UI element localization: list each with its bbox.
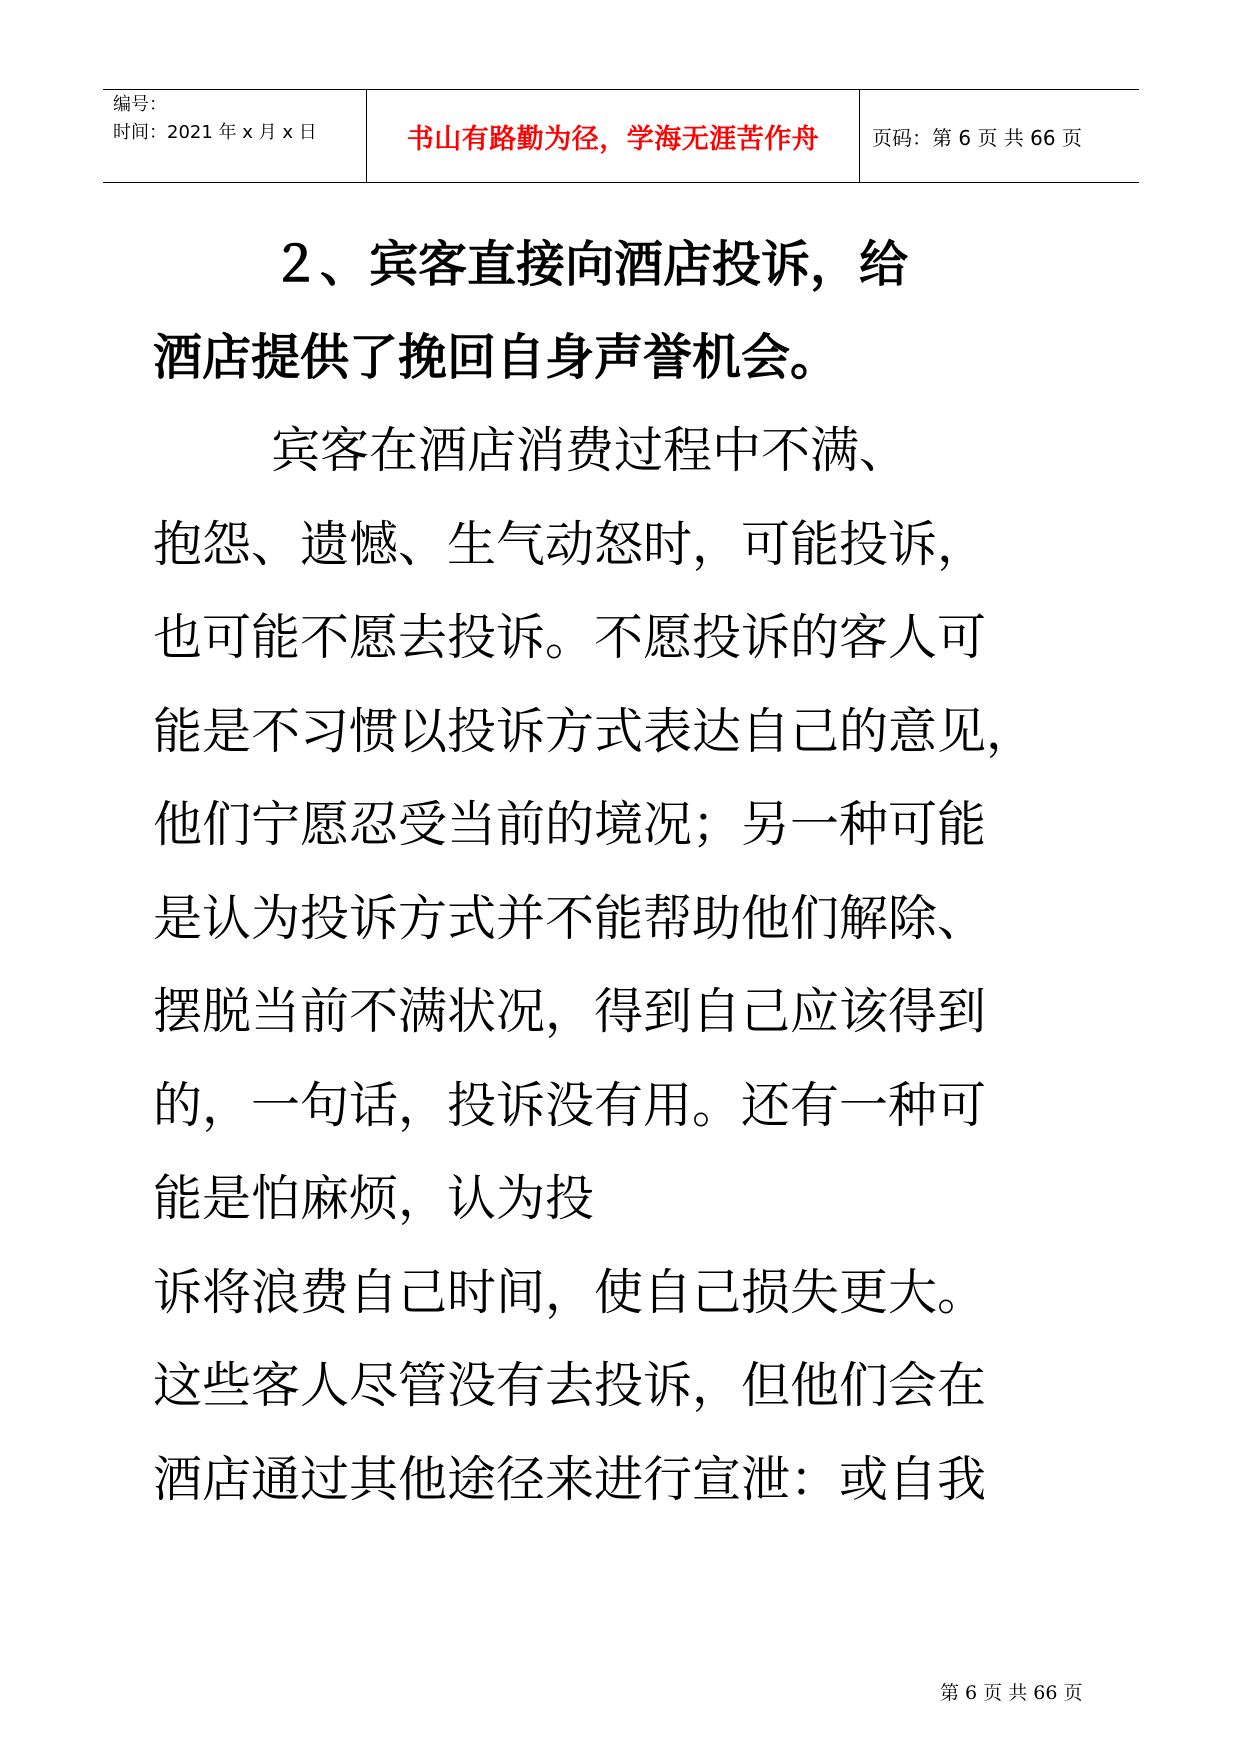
paragraph-line: 他们宁愿忍受当前的境况；另一种可能 <box>153 796 987 853</box>
document-number-label: 编号： <box>113 94 167 115</box>
header-page-cell <box>860 90 1139 182</box>
paragraph-line: 能是不习惯以投诉方式表达自己的意见， <box>153 702 1036 760</box>
page-footer-number: 第 6 页 共 66 页 <box>940 1682 1083 1704</box>
paragraph-line: 这些客人尽管没有去投诉，但他们会在 <box>153 1357 987 1414</box>
paragraph-line: 宾客在酒店消费过程中不满、 <box>271 422 909 479</box>
paragraph-line: 的，一句话，投诉没有用。还有一种可 <box>153 1076 987 1134</box>
paragraph-line: 抱怨、遗憾、生气动怒时，可能投诉， <box>153 515 987 573</box>
paragraph-line: 也可能不愿去投诉。不愿投诉的客人可 <box>153 609 987 666</box>
section-heading-line-1: ２、宾客直接向酒店投诉，给 <box>271 236 909 293</box>
header-meta-cell <box>103 90 367 182</box>
section-heading-line-2: 酒店提供了挽回自身声誉机会。 <box>153 329 840 386</box>
document-body <box>153 218 1113 1526</box>
paragraph-line: 是认为投诉方式并不能帮助他们解除、 <box>153 889 987 947</box>
paragraph-line: 能是怕麻烦，认为投 <box>153 1170 595 1227</box>
document-time-label: 时间：2021 年 x 月 x 日 <box>113 122 317 143</box>
header-motto-cell <box>367 90 860 182</box>
header-page-code: 页码：第 6 页 共 66 页 <box>872 125 1082 150</box>
page-header <box>103 89 1139 183</box>
header-motto: 书山有路勤为径，学海无涯苦作舟 <box>406 123 820 155</box>
paragraph-line: 摆脱当前不满状况，得到自己应该得到 <box>153 983 987 1040</box>
paragraph-line: 诉将浪费自己时间，使自己损失更大。 <box>153 1263 987 1321</box>
paragraph-line: 酒店通过其他途径来进行宣泄：或自我 <box>153 1450 987 1508</box>
